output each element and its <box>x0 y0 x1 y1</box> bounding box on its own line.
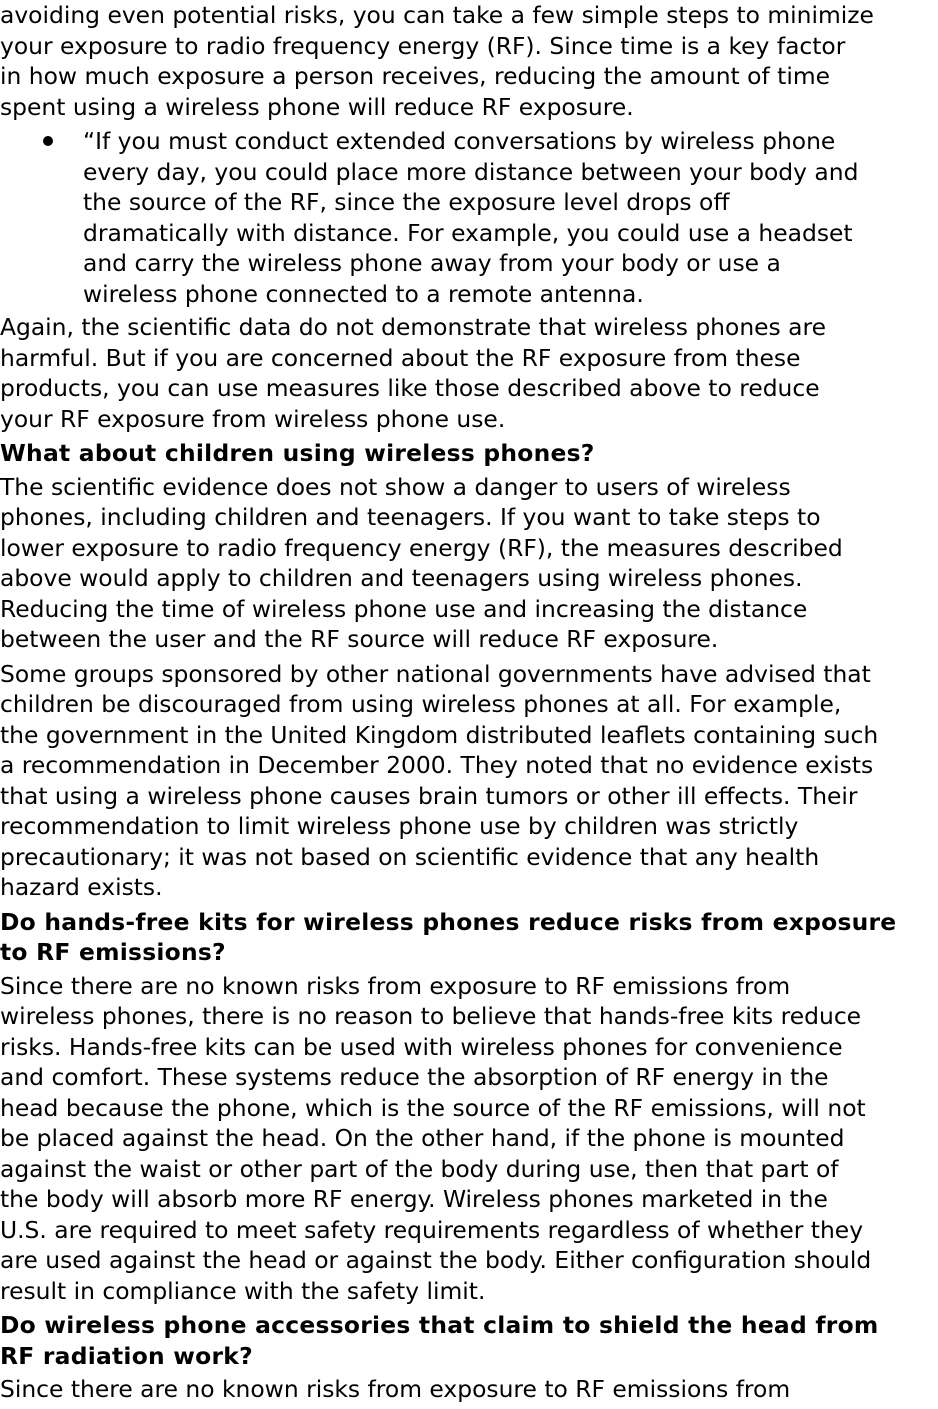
text-line: your exposure to radio frequency energy (RF). Since time is a key factor <box>0 31 846 60</box>
text-line: the government in the United Kingdom distributed leaflets containing such <box>0 720 879 749</box>
text-line: Since there are no known risks from exposure to RF emissions from <box>0 971 791 1000</box>
text-line: the source of the RF, since the exposure level drops off <box>83 188 730 216</box>
text-line: U.S. are required to meet safety requirements regardless of whether they <box>0 1215 864 1244</box>
text-line: and carry the wireless phone away from your body or use a <box>83 249 781 277</box>
text-line: between the user and the RF source will reduce RF exposure. <box>0 625 719 653</box>
text-line: result in compliance with the safety limit. <box>0 1276 486 1305</box>
text-line: that using a wireless phone causes brain tumors or other ill effects. Their <box>0 781 858 810</box>
text-line: in how much exposure a person receives, reducing the amount of time <box>0 62 830 90</box>
text-line: head because the phone, which is the source of the RF emissions, will not <box>0 1093 866 1122</box>
accessories-heading <box>0 1310 938 1371</box>
children-paragraph-2 <box>0 659 938 903</box>
text-line: the body will absorb more RF energy. Wireless phones marketed in the <box>0 1185 828 1213</box>
text-line: dramatically with distance. For example, you could use a headset <box>83 218 853 247</box>
bullet-dot-icon <box>43 136 53 146</box>
text-line: risks. Hands-free kits can be used with wireless phones for convenience <box>0 1032 843 1061</box>
text-line: Some groups sponsored by other national governments have advised that <box>0 659 871 688</box>
bullet-list <box>0 126 938 309</box>
heading-line: Do hands-free kits for wireless phones reduce risks from exposure <box>0 907 897 936</box>
accessories-paragraph <box>0 1374 938 1405</box>
text-line: be placed against the head. On the other hand, if the phone is mounted <box>0 1124 845 1152</box>
text-line: hazard exists. <box>0 873 163 901</box>
text-line: children be discouraged from using wireless phones at all. For example, <box>0 690 842 718</box>
text-line: wireless phones, there is no reason to believe that hands-free kits reduce <box>0 1002 862 1030</box>
again-paragraph <box>0 312 938 434</box>
handsfree-paragraph <box>0 971 938 1307</box>
heading-line: RF radiation work? <box>0 1341 253 1370</box>
text-line: Again, the scientific data do not demonstrate that wireless phones are <box>0 313 826 341</box>
children-heading <box>0 438 938 469</box>
text-line: your RF exposure from wireless phone use. <box>0 404 506 433</box>
text-line: Reducing the time of wireless phone use and increasing the distance <box>0 594 808 623</box>
text-line: precautionary; it was not based on scientific evidence that any health <box>0 842 820 871</box>
text-line: wireless phone connected to a remote antenna. <box>83 279 644 308</box>
heading-line: to RF emissions? <box>0 938 226 966</box>
text-line: avoiding even potential risks, you can take a few simple steps to minimize <box>0 1 874 29</box>
text-line: against the waist or other part of the body during use, then that part of <box>0 1154 839 1183</box>
children-paragraph-1 <box>0 472 938 655</box>
bullet-item <box>0 126 938 309</box>
text-line: and comfort. These systems reduce the absorption of RF energy in the <box>0 1063 829 1091</box>
text-line: The scientific evidence does not show a danger to users of wireless <box>0 472 791 501</box>
handsfree-heading <box>0 907 938 968</box>
text-line: harmful. But if you are concerned about the RF exposure from these <box>0 343 801 372</box>
text-line: recommendation to limit wireless phone use by children was strictly <box>0 812 799 840</box>
text-line: lower exposure to radio frequency energy (RF), the measures described <box>0 533 843 562</box>
text-line: products, you can use measures like those described above to reduce <box>0 374 820 402</box>
text-line: every day, you could place more distance between your body and <box>83 157 859 186</box>
heading-line: Do wireless phone accessories that claim to shield the head from <box>0 1311 879 1339</box>
heading-line: What about children using wireless phones? <box>0 439 595 467</box>
intro-paragraph <box>0 0 938 122</box>
text-line: are used against the head or against the body. Either configuration should <box>0 1246 872 1274</box>
text-line: spent using a wireless phone will reduce RF exposure. <box>0 92 634 121</box>
text-line: a recommendation in December 2000. They noted that no evidence exists <box>0 751 874 779</box>
text-line: Since there are no known risks from exposure to RF emissions from <box>0 1375 791 1403</box>
text-line: above would apply to children and teenagers using wireless phones. <box>0 564 803 592</box>
text-line: “If you must conduct extended conversations by wireless phone <box>83 127 836 155</box>
text-line: phones, including children and teenagers. If you want to take steps to <box>0 503 821 531</box>
